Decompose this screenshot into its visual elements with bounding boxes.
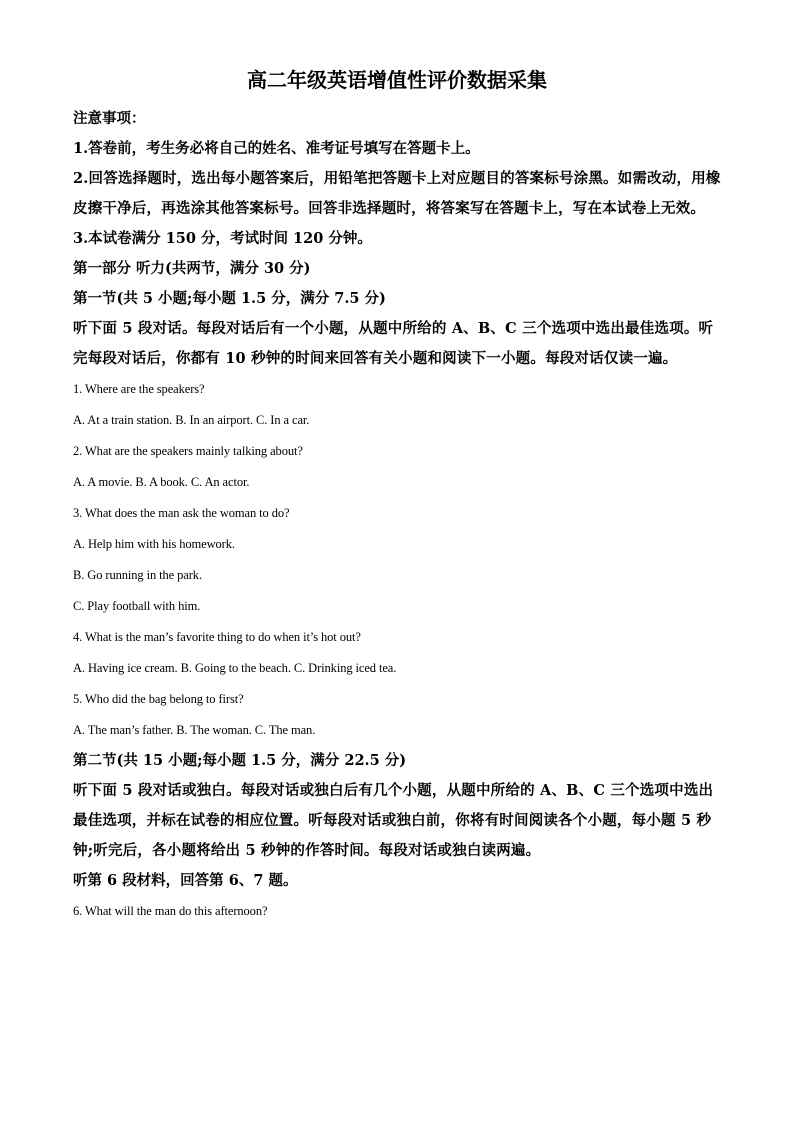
question-5-stem: 5. Who did the bag belong to first? [73,692,244,706]
question-2-stem: 2. What are the speakers mainly talking about? [73,444,303,458]
section1-heading: 第一节(共 5 小题;每小题 1.5 分，满分 7.5 分) [73,290,386,307]
notice-heading: 注意事项： [73,110,146,127]
section2-instructions: 听下面 5 段对话或独白。每段对话或独白后有几个小题，从题中所给的 A、B、C 三个选项中选出最佳选项，并标在试卷的相应位置。听每段对话或独白前，你将有时间阅读各个小题，每小题 5 秒钟;听完后，各小题将给出 5 秒钟的作答时间。每段对话或独白读两遍。 [73,782,714,859]
material-6-heading: 听第 6 段材料，回答第 6、7 题。 [73,872,298,889]
question-1-options: A. At a train station. B. In an airport. C. In a car. [73,413,310,427]
notice-item-3: 3.本试卷满分 150 分，考试时间 120 分钟。 [73,230,372,247]
notice-item-2: 2.回答选择题时，选出每小题答案后，用铅笔把答题卡上对应题目的答案标号涂黑。如需改动，用橡皮擦干净后，再选涂其他答案标号。回答非选择题时，将答案写在答题卡上，写在本试卷上无效。 [73,170,721,217]
question-3-option-c: C. Play football with him. [73,599,201,613]
question-1-stem: 1. Where are the speakers? [73,382,205,396]
exam-content [73,104,723,927]
question-4-options: A. Having ice cream. B. Going to the beach. C. Drinking iced tea. [73,661,397,675]
question-2-options: A. A movie. B. A book. C. An actor. [73,475,250,489]
question-5-options: A. The man’s father. B. The woman. C. The man. [73,723,316,737]
part1-heading: 第一部分 听力(共两节，满分 30 分) [73,260,311,277]
page-title: 高二年级英语增值性评价数据采集 [247,68,547,92]
question-6-stem: 6. What will the man do this afternoon? [73,904,268,918]
question-3-stem: 3. What does the man ask the woman to do? [73,506,290,520]
question-3-option-b: B. Go running in the park. [73,568,202,582]
section1-instructions: 听下面 5 段对话。每段对话后有一个小题，从题中所给的 A、B、C 三个选项中选出最佳选项。听完每段对话后，你都有 10 秒钟的时间来回答有关小题和阅读下一小题。每段对话仅读一遍。 [73,320,714,367]
question-3-option-a: A. Help him with his homework. [73,537,235,551]
section2-heading: 第二节(共 15 小题;每小题 1.5 分，满分 22.5 分) [73,752,407,769]
notice-item-1: 1.答卷前，考生务必将自己的姓名、准考证号填写在答题卡上。 [73,140,480,157]
question-4-stem: 4. What is the man’s favorite thing to do when it’s hot out? [73,630,361,644]
